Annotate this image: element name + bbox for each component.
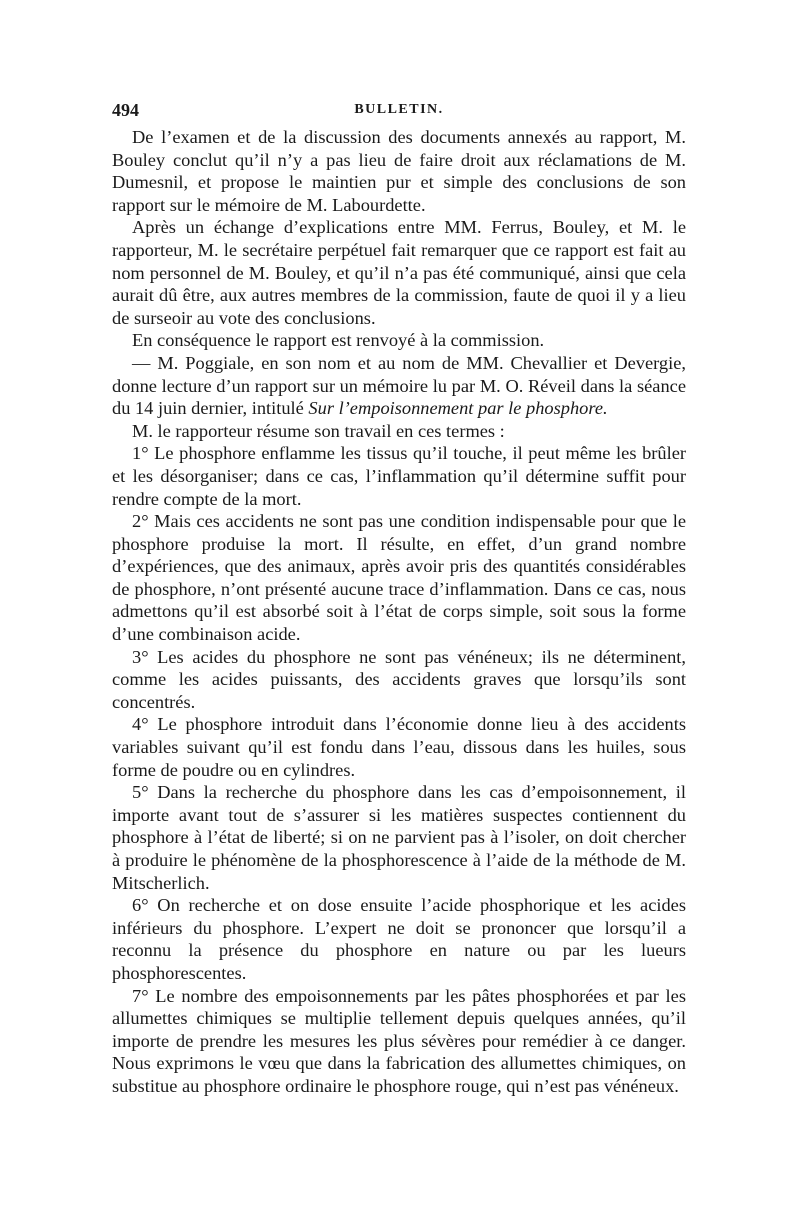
conclusion-item-5: 5° Dans la recherche du phosphore dans les cas d’empoisonnement, il importe avant tout de s’assurer si les matières suspectes contiennent du phosphore à l’état de liberté; si on ne parvient pas à l’isoler, on doit chercher à produire le phénomène de la phosphorescence à l’aide de la méthode de M. Mitscherlich. (112, 782, 686, 893)
conclusion-item-1: 1° Le phosphore enflamme les tissus qu’il touche, il peut même les brûler et les désorganiser; dans ce cas, l’inflammation qu’il détermine suffit pour rendre compte de la mort. (112, 443, 686, 509)
page-header (112, 96, 686, 126)
paragraph-rapporteur-summary: M. le rapporteur résume son travail en ces termes : (132, 420, 505, 441)
conclusion-item-3: 3° Les acides du phosphore ne sont pas vénéneux; ils ne déterminent, comme les acides puissants, des accidents graves que lorsqu’ils sont concentrés. (112, 646, 686, 712)
running-head: BULLETIN. (354, 102, 444, 117)
paragraph-bouley-conclusion: De l’examen et de la discussion des documents annexés au rapport, M. Bouley conclut qu’il n’y a pas lieu de faire droit aux réclamations de M. Dumesnil, et propose le maintien pur et simple des conclusions de son rapport sur le mémoire de M. Labourdette. (112, 127, 686, 215)
memoir-title: Sur l’empoisonnement par le phosphore. (308, 398, 608, 419)
page-number: 494 (112, 100, 139, 120)
conclusion-item-7: 7° Le nombre des empoisonnements par les pâtes phosphorées et par les allumettes chimiques se multiplie tellement depuis quelques années, qu’il importe de prendre les mesures les plus sévères pour remédier à ce danger. Nous exprimons le vœu que dans la fabrication des allumettes chimiques, on substitue au phosphore ordinaire le phosphore rouge, qui n’est pas vénéneux. (112, 985, 686, 1096)
conclusion-item-2: 2° Mais ces accidents ne sont pas une condition indispensable pour que le phosphore produise la mort. Il résulte, en effet, d’un grand nombre d’expériences, que des animaux, après avoir pris des quantités considérables de phosphore, n’ont présenté aucune trace d’inflammation. Dans ce cas, nous admettons qu’il est absorbé soit à l’état de corps simple, soit sous la forme d’une combinaison acide. (112, 511, 686, 645)
body-text (112, 126, 686, 1098)
paragraph-exchange-explanations: Après un échange d’explications entre MM. Ferrus, Bouley, et M. le rapporteur, M. le secrétaire perpétuel fait remarquer que ce rapport est fait au nom personnel de M. Bouley, et qu’il n’a pas été communiqué, ainsi que cela aurait dû être, aux autres membres de la commission, faute de quoi il y a lieu de surseoir au vote des conclusions. (112, 217, 686, 328)
paragraph-report-returned: En conséquence le rapport est renvoyé à la commission. (132, 330, 545, 351)
poggiale-report-text: — M. Poggiale, en son nom et au nom de MM. Chevallier et Devergie, donne lecture d’un rapport sur un mémoire lu par M. O. Réveil dans la séance du 14 juin dernier, intitulé (112, 352, 686, 419)
paragraph-poggiale-report (112, 352, 686, 420)
conclusion-item-6: 6° On recherche et on dose ensuite l’acide phosphorique et les acides inférieurs du phosphore. L’expert ne doit se prononcer que lorsqu’il a reconnu la présence du phosphore en nature ou par les lueurs phosphorescentes. (112, 895, 686, 983)
book-page (112, 96, 686, 1098)
conclusion-item-4: 4° Le phosphore introduit dans l’économie donne lieu à des accidents variables suivant qu’il est fondu dans l’eau, dissous dans les huiles, sous forme de poudre ou en cylindres. (112, 714, 686, 780)
